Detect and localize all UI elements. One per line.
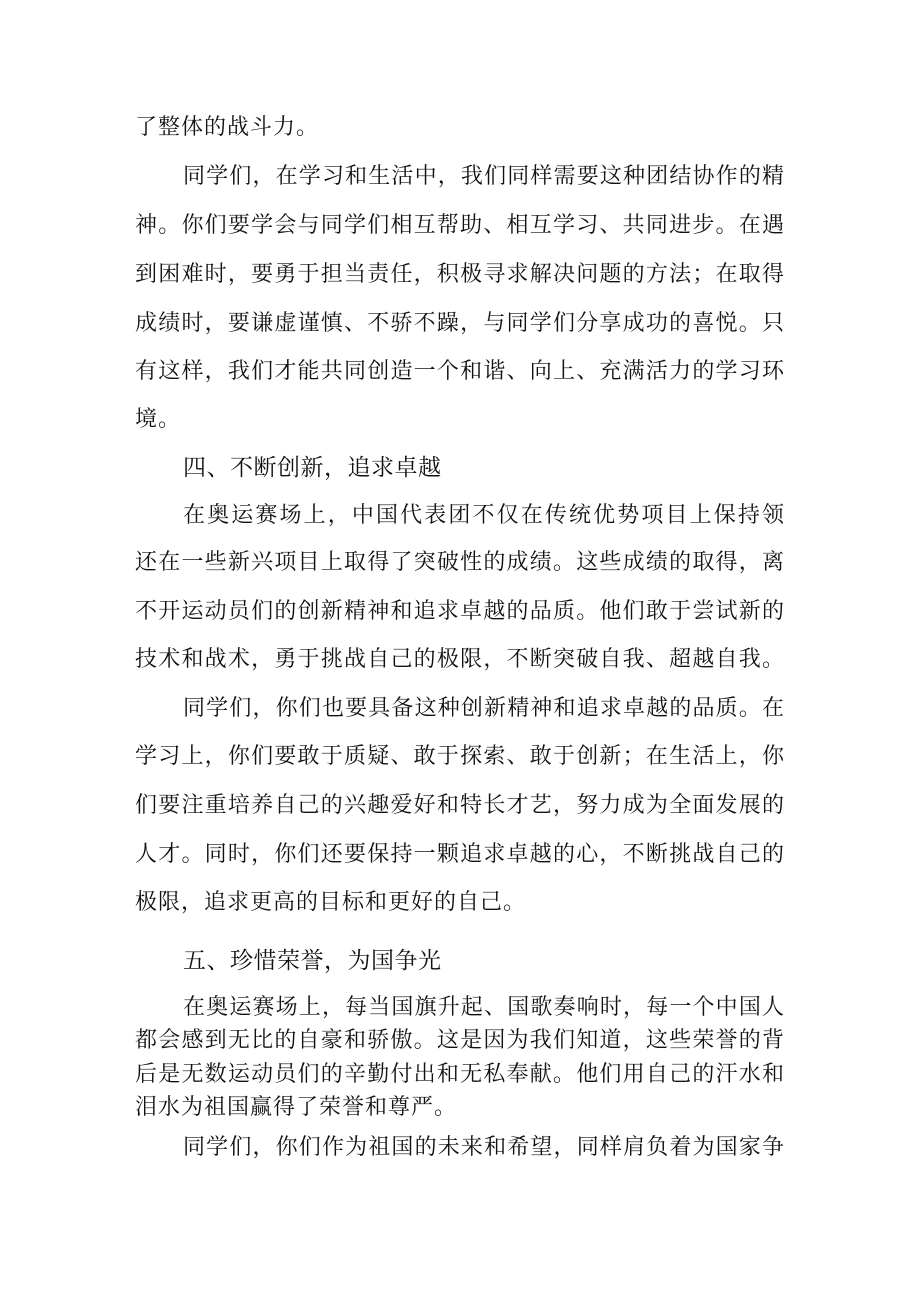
paragraph-line: 们要注重培养自己的兴趣爱好和特长才艺，努力成为全面发展的: [135, 793, 785, 818]
paragraph-line: 境。: [135, 407, 182, 432]
paragraph-line: 同学们，在学习和生活中，我们同样需要这种团结协作的精: [183, 164, 785, 189]
section-heading: 五、珍惜荣誉，为国争光: [183, 948, 442, 974]
paragraph-line: 同学们，你们作为祖国的未来和希望，同样肩负着为国家争: [183, 1135, 785, 1160]
section-heading: 四、不断创新，追求卓越: [183, 455, 442, 481]
paragraph-line: 到困难时，要勇于担当责任，积极寻求解决问题的方法；在取得: [135, 262, 785, 287]
paragraph-line: 有这样，我们才能共同创造一个和谐、向上、充满活力的学习环: [135, 359, 785, 384]
paragraph-line: 同学们，你们也要具备这种创新精神和追求卓越的品质。在: [183, 696, 785, 721]
paragraph-line: 学习上，你们要敢于质疑、敢于探索、敢于创新；在生活上，你: [135, 744, 785, 769]
paragraph-line: 在奥运赛场上，每当国旗升起、国歌奏响时，每一个中国人: [183, 995, 785, 1020]
paragraph-line: 在奥运赛场上，中国代表团不仅在传统优势项目上保持领: [183, 503, 785, 528]
paragraph-line: 极限，追求更高的目标和更好的自己。: [135, 890, 527, 915]
paragraph-line: 泪水为祖国赢得了荣誉和尊严。: [135, 1095, 458, 1120]
paragraph-line: 了整体的战斗力。: [135, 115, 320, 140]
paragraph-line: 后是无数运动员们的辛勤付出和无私奉献。他们用自己的汗水和: [135, 1062, 785, 1087]
paragraph-line: 都会感到无比的自豪和骄傲。这是因为我们知道，这些荣誉的背: [135, 1028, 785, 1053]
paragraph-line: 人才。同时，你们还要保持一颗追求卓越的心，不断挑战自己的: [135, 842, 785, 867]
paragraph-line: 神。你们要学会与同学们相互帮助、相互学习、共同进步。在遇: [135, 213, 785, 238]
paragraph-line: 技术和战术，勇于挑战自己的极限，不断突破自我、超越自我。: [135, 647, 785, 672]
paragraph-line: 成绩时，要谦虚谨慎、不骄不躁，与同学们分享成功的喜悦。只: [135, 311, 785, 336]
paragraph-line: 还在一些新兴项目上取得了突破性的成绩。这些成绩的取得，离: [135, 550, 785, 575]
paragraph-line: 不开运动员们的创新精神和追求卓越的品质。他们敢于尝试新的: [135, 599, 785, 624]
